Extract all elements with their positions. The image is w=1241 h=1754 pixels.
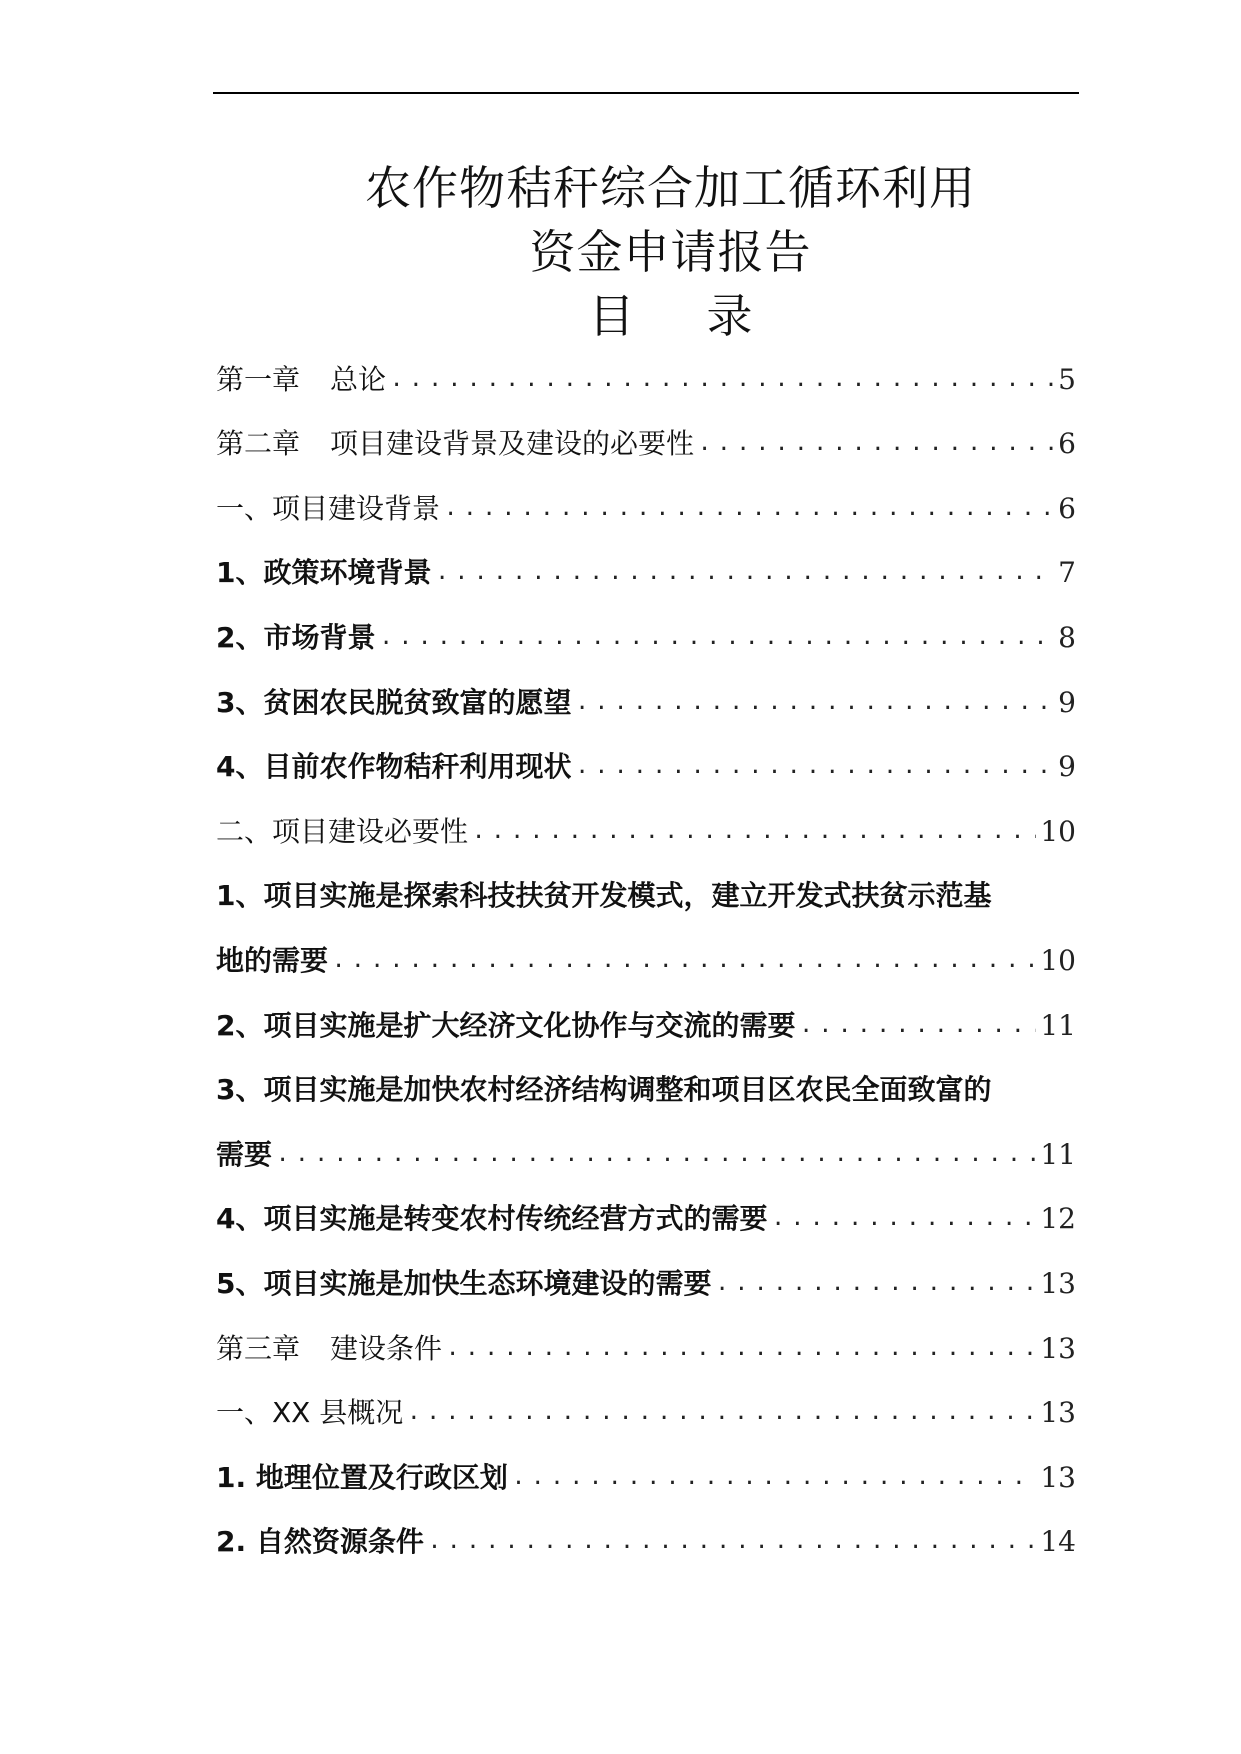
toc-page-number: 13 xyxy=(1040,1331,1076,1365)
toc-page-number: 7 xyxy=(1058,556,1076,590)
toc-entry-text: 需要 xyxy=(216,1137,273,1171)
toc-entry[interactable] xyxy=(216,345,1076,410)
toc-leader-dots xyxy=(332,941,1036,981)
toc-entry-text: 一、项目建设背景 xyxy=(216,491,441,525)
toc-page-number: 9 xyxy=(1058,685,1076,719)
toc-entry[interactable] xyxy=(216,1185,1076,1250)
toc-entry-text: 地的需要 xyxy=(216,943,329,977)
toc-leader-dots xyxy=(276,1135,1036,1175)
toc-entry[interactable] xyxy=(216,1056,1076,1185)
toc-entry-text: 2. 自然资源条件 xyxy=(216,1525,424,1559)
toc-entry-text: 项目建设背景及建设的必要性 xyxy=(330,427,695,461)
toc-entry[interactable] xyxy=(216,1443,1076,1508)
toc-entry-text: 4、目前农作物秸秆利用现状 xyxy=(216,750,572,784)
toc-page-number: 11 xyxy=(1040,1137,1076,1171)
toc-page-number: 13 xyxy=(1040,1396,1076,1430)
toc-leader-dots xyxy=(428,1522,1036,1562)
toc-entry[interactable] xyxy=(216,862,1076,991)
toc-entry-text: 二、项目建设必要性 xyxy=(216,814,469,848)
toc-leader-dots xyxy=(379,618,1054,658)
toc-leader-dots xyxy=(772,1199,1037,1239)
toc-heading-char1: 目 xyxy=(588,289,635,343)
toc-page-number: 13 xyxy=(1040,1266,1076,1300)
toc-entry[interactable] xyxy=(216,991,1076,1056)
toc-leader-dots xyxy=(512,1458,1036,1498)
toc-chapter-prefix: 第三章 xyxy=(216,1331,301,1365)
toc-page-number: 11 xyxy=(1040,1008,1076,1042)
table-of-contents xyxy=(216,345,1076,1572)
toc-entry[interactable] xyxy=(216,733,1076,798)
toc-page-number: 8 xyxy=(1058,620,1076,654)
toc-entry-text: 2、市场背景 xyxy=(216,620,376,654)
toc-leader-dots xyxy=(472,812,1036,852)
toc-entry[interactable] xyxy=(216,603,1076,668)
toc-page-number: 12 xyxy=(1040,1202,1076,1236)
toc-entry[interactable] xyxy=(216,410,1076,475)
toc-leader-dots xyxy=(446,1329,1036,1369)
toc-leader-dots xyxy=(575,747,1054,787)
document-title-line2: 资金申请报告 xyxy=(529,225,812,279)
toc-page-number: 9 xyxy=(1058,750,1076,784)
header-rule xyxy=(213,92,1079,94)
toc-chapter-prefix: 第一章 xyxy=(216,362,301,396)
toc-entry-text: 1. 地理位置及行政区划 xyxy=(216,1460,508,1494)
toc-entry[interactable] xyxy=(216,539,1076,604)
toc-leader-dots xyxy=(435,553,1054,593)
document-title-line1: 农作物秸秆综合加工循环利用 xyxy=(365,161,976,215)
toc-leader-dots xyxy=(800,1006,1037,1046)
toc-entry-text: 1、政策环境背景 xyxy=(216,556,432,590)
toc-leader-dots xyxy=(575,683,1054,723)
toc-leader-dots xyxy=(698,424,1054,464)
toc-leader-dots xyxy=(444,489,1054,529)
toc-page-number: 14 xyxy=(1040,1525,1076,1559)
toc-page-number: 10 xyxy=(1040,943,1076,977)
toc-entry[interactable] xyxy=(216,668,1076,733)
toc-entry[interactable] xyxy=(216,1249,1076,1314)
toc-leader-dots xyxy=(716,1264,1037,1304)
toc-entry[interactable] xyxy=(216,474,1076,539)
toc-entry-text: 建设条件 xyxy=(330,1331,443,1365)
toc-leader-dots xyxy=(390,360,1054,400)
toc-chapter-prefix: 第二章 xyxy=(216,427,301,461)
toc-entry-text: 一、XX 县概况 xyxy=(216,1396,404,1430)
toc-page-number: 5 xyxy=(1058,362,1076,396)
toc-leader-dots xyxy=(407,1393,1036,1433)
toc-page-number: 6 xyxy=(1058,427,1076,461)
toc-page-number: 13 xyxy=(1040,1460,1076,1494)
toc-page-number: 10 xyxy=(1040,814,1076,848)
toc-entry-text-line1: 3、项目实施是加快农村经济结构调整和项目区农民全面致富的 xyxy=(216,1073,992,1107)
toc-entry[interactable] xyxy=(216,1379,1076,1444)
toc-entry-text: 5、项目实施是加快生态环境建设的需要 xyxy=(216,1266,712,1300)
toc-heading-char2: 录 xyxy=(706,289,753,343)
toc-heading xyxy=(50,280,1241,346)
toc-entry[interactable] xyxy=(216,797,1076,862)
toc-page-number: 6 xyxy=(1058,491,1076,525)
toc-entry-text: 2、项目实施是扩大经济文化协作与交流的需要 xyxy=(216,1008,796,1042)
toc-entry-text: 4、项目实施是转变农村传统经营方式的需要 xyxy=(216,1202,768,1236)
toc-entry-text: 总论 xyxy=(330,362,387,396)
toc-entry[interactable] xyxy=(216,1314,1076,1379)
toc-entry-text: 3、贫困农民脱贫致富的愿望 xyxy=(216,685,572,719)
toc-entry-text-line1: 1、项目实施是探索科技扶贫开发模式，建立开发式扶贫示范基 xyxy=(216,879,992,913)
toc-entry[interactable] xyxy=(216,1508,1076,1573)
